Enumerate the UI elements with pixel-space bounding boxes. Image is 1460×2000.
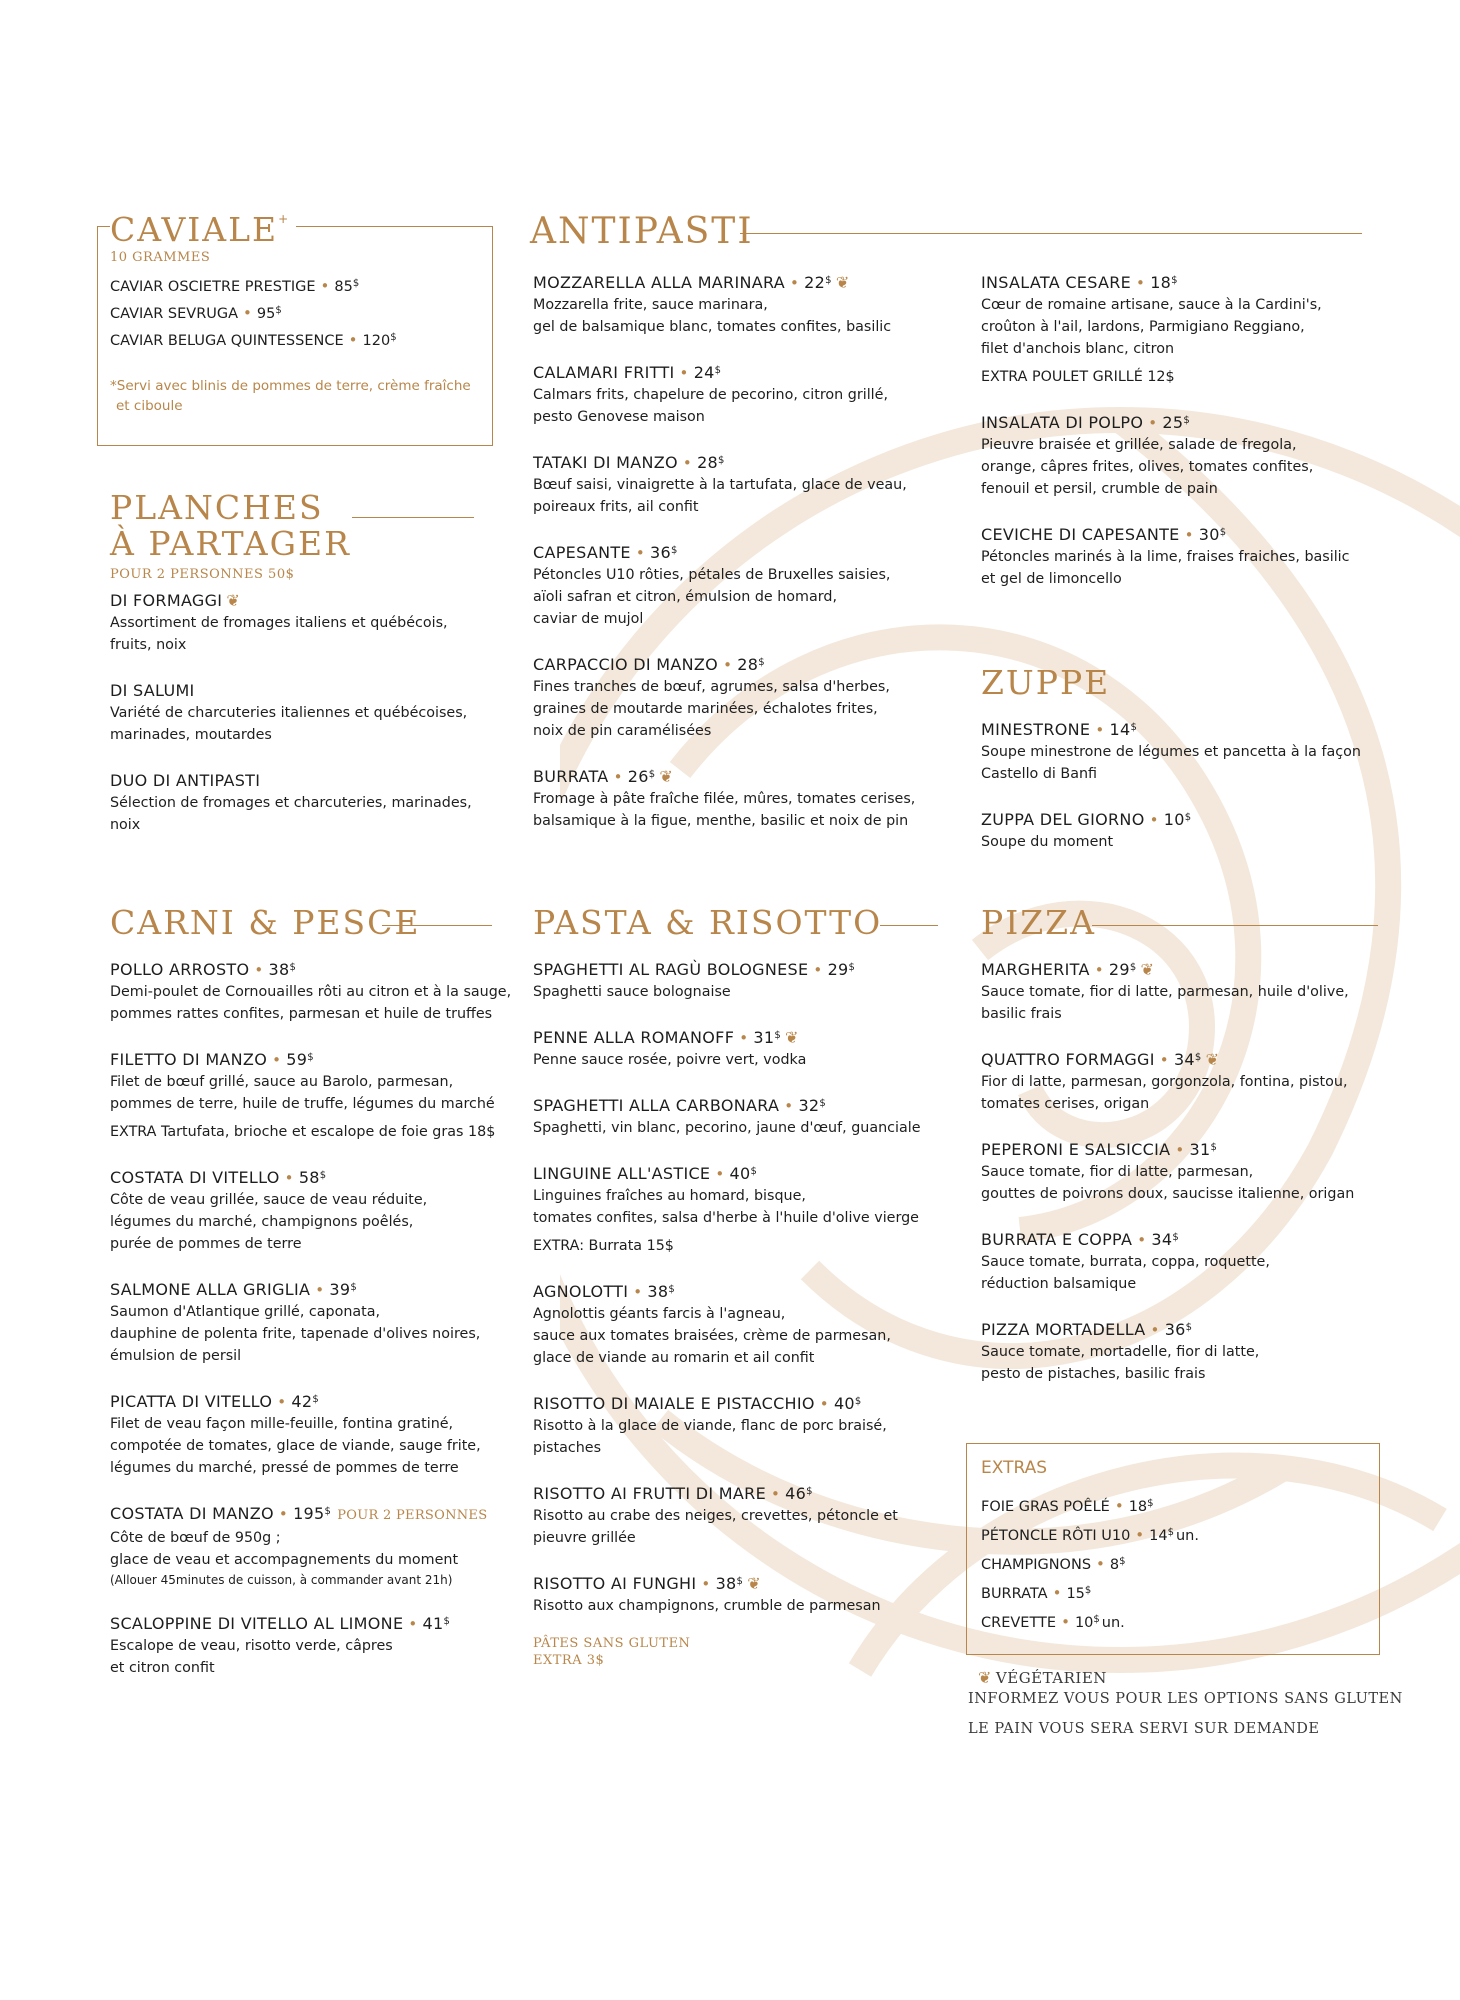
item-desc: Saumon d'Atlantique grillé, caponata, dauphine de polenta frite, tapenade d'olives noires, émulsion de persil bbox=[110, 1304, 481, 1365]
antipasti-title: ANTIPASTI bbox=[530, 211, 754, 252]
item-name: SCALOPPINE DI VITELLO AL LIMONE bbox=[110, 1614, 404, 1634]
item-desc: Variété de charcuteries italiennes et québécoises, marinades, moutardes bbox=[110, 704, 468, 743]
item-extra: EXTRA: Burrata 15$ bbox=[533, 1238, 674, 1255]
item-price: 29 bbox=[827, 960, 849, 980]
item-name: PÉTONCLE RÔTI U10 bbox=[981, 1528, 1131, 1544]
currency: $ bbox=[1172, 1232, 1180, 1244]
item-price: 22 bbox=[804, 273, 826, 292]
currency: $ bbox=[1219, 527, 1227, 538]
item-desc: Escalope de veau, risotto verde, câpres et citron confit bbox=[110, 1638, 393, 1677]
bread-info: LE PAIN VOUS SERA SERVI SUR DEMANDE bbox=[968, 1721, 1320, 1737]
menu-item bbox=[110, 770, 510, 836]
caviale-item bbox=[110, 327, 490, 354]
dot-icon: • bbox=[272, 1051, 282, 1070]
currency: $ bbox=[312, 1394, 320, 1406]
menu-item bbox=[981, 1049, 1381, 1115]
item-desc: Sauce tomate, burrata, coppa, roquette, réduction balsamique bbox=[981, 1254, 1270, 1293]
item-price: 15 bbox=[1066, 1586, 1085, 1602]
menu-item bbox=[110, 1049, 530, 1143]
dot-icon: • bbox=[813, 961, 823, 980]
item-desc: Bœuf saisi, vinaigrette à la tartufata, glace de veau, poireaux frits, ail confit bbox=[533, 477, 907, 515]
currency: $ bbox=[1210, 1142, 1218, 1154]
item-desc: Côte de bœuf de 950g ; glace de veau et accompagnements du moment bbox=[110, 1530, 459, 1569]
menu-item bbox=[533, 272, 953, 338]
item-desc: Filet de veau façon mille-feuille, fontina gratiné, compotée de tomates, glace de viande, sauge frite, légumes du marché, pressé de pommes de terre bbox=[110, 1416, 481, 1477]
item-desc: Sélection de fromages et charcuteries, marinades, noix bbox=[110, 794, 472, 833]
currency: $ bbox=[848, 962, 856, 974]
item-name: BURRATA bbox=[533, 767, 609, 786]
caviale-item bbox=[110, 300, 490, 327]
menu-item bbox=[533, 959, 963, 1003]
extras-item bbox=[981, 1608, 1361, 1637]
currency: $ bbox=[1185, 1322, 1193, 1334]
dot-icon: • bbox=[1096, 1555, 1105, 1573]
currency: $ bbox=[443, 1616, 451, 1628]
item-name: DI FORMAGGI bbox=[110, 590, 223, 610]
item-name: FOIE GRAS POÊLÉ bbox=[981, 1499, 1110, 1515]
currency: $ bbox=[1194, 1052, 1202, 1064]
item-desc: Risotto au crabe des neiges, crevettes, pétoncle et pieuvre grillée bbox=[533, 1508, 898, 1547]
vegetarian-legend bbox=[968, 1668, 1408, 1687]
item-name: PIZZA MORTADELLA bbox=[981, 1320, 1146, 1340]
menu-item bbox=[533, 1483, 963, 1549]
menu-item bbox=[981, 719, 1381, 785]
caviale-title-mark: + bbox=[278, 212, 289, 226]
extras-item bbox=[981, 1521, 1361, 1550]
menu-item bbox=[110, 1279, 530, 1367]
menu-item bbox=[981, 1319, 1381, 1385]
carni-section bbox=[110, 905, 530, 1703]
item-name: PICATTA DI VITELLO bbox=[110, 1392, 273, 1412]
item-price: 10 bbox=[1074, 1615, 1094, 1631]
item-desc: Fior di latte, parmesan, gorgonzola, fontina, pistou, tomates cerises, origan bbox=[981, 1074, 1348, 1113]
item-desc: Fines tranches de bœuf, agrumes, salsa d'herbes, graines de moutarde marinées, échalotes frites, noix de pin caramélisées bbox=[533, 679, 890, 739]
item-price: 38 bbox=[647, 1282, 669, 1302]
item-price: 39 bbox=[329, 1280, 351, 1300]
item-price: 95 bbox=[256, 306, 276, 323]
caviale-subtitle: 10 GRAMMES bbox=[110, 250, 211, 266]
currency: $ bbox=[1183, 415, 1191, 426]
dot-icon: • bbox=[1150, 1321, 1160, 1340]
currency: $ bbox=[289, 962, 297, 974]
dot-icon: • bbox=[723, 656, 733, 674]
leaf-icon: ❦ bbox=[226, 590, 241, 610]
extras-section bbox=[981, 1458, 1361, 1637]
currency: $ bbox=[307, 1052, 314, 1064]
menu-item bbox=[110, 590, 510, 656]
dot-icon: • bbox=[682, 454, 693, 472]
vegetarian-label: VÉGÉTARIEN bbox=[995, 1669, 1107, 1687]
currency: $ bbox=[1084, 1585, 1092, 1596]
caviale-note bbox=[110, 376, 490, 416]
gluten-line: EXTRA 3$ bbox=[533, 1653, 605, 1669]
currency: $ bbox=[350, 1282, 358, 1294]
item-desc: Demi-poulet de Cornouailles rôti au citron et à la sauge, pommes rattes confites, parmesan et huile de truffes bbox=[110, 984, 512, 1023]
leaf-icon: ❦ bbox=[978, 1668, 992, 1687]
item-name: MINESTRONE bbox=[981, 720, 1091, 740]
menu-item bbox=[981, 524, 1381, 590]
pasta-title: PASTA & RISOTTO bbox=[533, 903, 883, 942]
item-name: AGNOLOTTI bbox=[533, 1282, 629, 1302]
item-price: 40 bbox=[729, 1164, 751, 1184]
currency: $ bbox=[390, 332, 397, 344]
item-desc: Penne sauce rosée, poivre vert, vodka bbox=[533, 1052, 807, 1069]
item-desc: Sauce tomate, fior di latte, parmesan, huile d'olive, basilic frais bbox=[981, 984, 1349, 1023]
item-price: 58 bbox=[298, 1168, 320, 1188]
currency: $ bbox=[1184, 812, 1192, 824]
item-price: 18 bbox=[1150, 273, 1172, 292]
dot-icon: • bbox=[1094, 961, 1104, 980]
item-desc: Sauce tomate, fior di latte, parmesan, gouttes de poivrons doux, saucisse italienne, origan bbox=[981, 1164, 1355, 1203]
dot-icon: • bbox=[784, 1097, 794, 1116]
dot-icon: • bbox=[277, 1393, 287, 1412]
currency: $ bbox=[1129, 962, 1137, 974]
item-name: DUO DI ANTIPASTI bbox=[110, 770, 261, 790]
item-price: 32 bbox=[798, 1096, 820, 1116]
planches-section bbox=[110, 490, 510, 860]
item-name: BURRATA bbox=[981, 1586, 1048, 1602]
item-price: 46 bbox=[785, 1484, 807, 1504]
item-unit: un. bbox=[1175, 1528, 1199, 1544]
currency: $ bbox=[774, 1030, 781, 1042]
extras-item bbox=[981, 1550, 1361, 1579]
leaf-icon: ❦ bbox=[659, 767, 674, 786]
item-name: CARPACCIO DI MANZO bbox=[533, 655, 719, 674]
item-name: POLLO ARROSTO bbox=[110, 960, 250, 980]
item-name: MOZZARELLA ALLA MARINARA bbox=[533, 273, 786, 292]
item-price: 40 bbox=[833, 1394, 855, 1414]
caviale-list bbox=[110, 273, 490, 354]
menu-item bbox=[533, 1027, 963, 1071]
menu-item bbox=[110, 1613, 530, 1679]
leaf-icon: ❦ bbox=[747, 1574, 761, 1594]
currency: $ bbox=[319, 1170, 327, 1182]
dot-icon: • bbox=[633, 1283, 643, 1302]
item-desc: Calmars frits, chapelure de pecorino, citron grillé, pesto Genovese maison bbox=[533, 387, 888, 425]
item-price: 8 bbox=[1109, 1557, 1120, 1573]
item-price: 41 bbox=[422, 1614, 444, 1634]
currency: $ bbox=[758, 657, 765, 668]
dot-icon: • bbox=[1135, 1526, 1145, 1544]
dot-icon: • bbox=[1149, 811, 1159, 830]
dot-icon: • bbox=[1175, 1141, 1185, 1160]
dot-icon: • bbox=[1114, 1497, 1124, 1515]
item-desc: Sauce tomate, mortadelle, fior di latte, pesto de pistaches, basilic frais bbox=[981, 1344, 1260, 1383]
menu-item bbox=[110, 1167, 530, 1255]
item-unit: un. bbox=[1101, 1615, 1125, 1631]
item-name: RISOTTO AI FRUTTI DI MARE bbox=[533, 1484, 766, 1504]
item-price: 14 bbox=[1109, 720, 1131, 740]
dot-icon: • bbox=[254, 961, 264, 980]
menu-item bbox=[533, 452, 953, 518]
currency: $ bbox=[1093, 1614, 1100, 1625]
item-name: QUATTRO FORMAGGI bbox=[981, 1050, 1155, 1070]
leaf-icon: ❦ bbox=[1205, 1050, 1220, 1070]
menu-item bbox=[981, 1139, 1381, 1205]
item-name: LINGUINE ALL'ASTICE bbox=[533, 1164, 711, 1184]
item-name: BURRATA E COPPA bbox=[981, 1230, 1133, 1250]
planches-subtitle: POUR 2 PERSONNES 50$ bbox=[110, 566, 295, 582]
item-name: CHAMPIGNONS bbox=[981, 1557, 1092, 1573]
currency: $ bbox=[736, 1576, 744, 1588]
dot-icon: • bbox=[715, 1165, 725, 1184]
currency: $ bbox=[1147, 1498, 1154, 1509]
dot-icon: • bbox=[613, 768, 623, 786]
menu-item bbox=[533, 542, 953, 630]
currency: $ bbox=[1171, 275, 1178, 286]
dot-icon: • bbox=[739, 1029, 749, 1048]
planches-title-line2: À PARTAGER bbox=[110, 524, 351, 564]
item-name: CAVIAR BELUGA QUINTESSENCE bbox=[110, 333, 344, 350]
dot-icon: • bbox=[635, 544, 645, 562]
currency: $ bbox=[825, 275, 832, 286]
currency: $ bbox=[819, 1098, 827, 1110]
dot-icon: • bbox=[284, 1169, 294, 1188]
item-name: COSTATA DI VITELLO bbox=[110, 1168, 280, 1188]
item-desc: Soupe minestrone de légumes et pancetta à la façon Castello di Banfi bbox=[981, 744, 1361, 783]
item-price: 30 bbox=[1198, 525, 1220, 544]
item-name: CREVETTE bbox=[981, 1615, 1057, 1631]
item-desc: Fromage à pâte fraîche filée, mûres, tomates cerises, balsamique à la figue, menthe, basilic et noix de pin bbox=[533, 791, 916, 829]
pizza-title: PIZZA bbox=[981, 903, 1096, 942]
item-name: PENNE ALLA ROMANOFF bbox=[533, 1028, 735, 1048]
menu-item bbox=[533, 1573, 963, 1617]
item-desc: Pieuvre braisée et grillée, salade de fregola, orange, câpres frites, olives, tomates confites, fenouil et persil, crumble de pain bbox=[981, 437, 1314, 497]
item-name: SALMONE ALLA GRIGLIA bbox=[110, 1280, 311, 1300]
menu-item bbox=[533, 362, 953, 428]
item-desc: Mozzarella frite, sauce marinara, gel de balsamique blanc, tomates confites, basilic bbox=[533, 297, 892, 335]
planches-title-line1: PLANCHES bbox=[110, 488, 324, 527]
item-name: SPAGHETTI AL RAGÙ BOLOGNESE bbox=[533, 960, 809, 980]
dot-icon: • bbox=[790, 274, 800, 292]
item-price: 59 bbox=[286, 1050, 308, 1070]
gluten-info: INFORMEZ VOUS POUR LES OPTIONS SANS GLUTEN bbox=[968, 1691, 1403, 1707]
dot-icon: • bbox=[1184, 526, 1194, 544]
menu-item bbox=[110, 680, 510, 746]
dot-icon: • bbox=[348, 331, 358, 350]
dot-icon: • bbox=[243, 304, 252, 323]
item-price: 25 bbox=[1162, 413, 1184, 432]
item-name: CEVICHE DI CAPESANTE bbox=[981, 525, 1180, 544]
menu-item bbox=[981, 412, 1381, 500]
caviale-item bbox=[110, 273, 490, 300]
caviale-note-line: *Servi avec blinis de pommes de terre, crème fraîche bbox=[110, 378, 471, 395]
item-price: 120 bbox=[362, 333, 391, 350]
item-name: COSTATA DI MANZO bbox=[110, 1504, 274, 1524]
item-name: DI SALUMI bbox=[110, 680, 195, 700]
dot-icon: • bbox=[1148, 414, 1158, 432]
item-price: 18 bbox=[1128, 1499, 1148, 1515]
menu-item bbox=[533, 1281, 963, 1369]
currency: $ bbox=[1119, 1556, 1126, 1567]
item-desc: Côte de veau grillée, sauce de veau réduite, légumes du marché, champignons poêlés, purée de pommes de terre bbox=[110, 1192, 428, 1253]
dot-icon: • bbox=[1136, 274, 1146, 292]
currency: $ bbox=[714, 365, 722, 376]
caviale-title: CAVIALE bbox=[110, 210, 279, 249]
dot-icon: • bbox=[770, 1485, 781, 1504]
item-desc: Risotto à la glace de viande, flanc de porc braisé, pistaches bbox=[533, 1418, 887, 1457]
pasta-section bbox=[533, 905, 963, 1669]
zuppe-section bbox=[981, 665, 1381, 877]
antipasti-col2 bbox=[981, 272, 1381, 614]
antipasti-title-wrap bbox=[530, 212, 754, 252]
gluten-free-note bbox=[533, 1635, 963, 1669]
carni-title: CARNI & PESCE bbox=[110, 903, 421, 942]
menu-item bbox=[533, 1163, 963, 1257]
menu-item bbox=[533, 654, 953, 742]
menu-item bbox=[533, 766, 953, 832]
currency: $ bbox=[648, 769, 656, 780]
extras-item bbox=[981, 1579, 1361, 1608]
dot-icon: • bbox=[320, 277, 330, 296]
currency: $ bbox=[1130, 722, 1138, 734]
menu-item bbox=[533, 1393, 963, 1459]
item-price: 38 bbox=[268, 960, 290, 980]
menu-item bbox=[981, 1229, 1381, 1295]
dot-icon: • bbox=[1052, 1584, 1062, 1602]
item-price: 42 bbox=[291, 1392, 313, 1412]
item-price: 26 bbox=[627, 767, 649, 786]
item-desc: Agnolottis géants farcis à l'agneau, sauce aux tomates braisées, crème de parmesan, glace de viande au romarin et ail confit bbox=[533, 1306, 891, 1367]
item-name: MARGHERITA bbox=[981, 960, 1090, 980]
gluten-line: PÂTES SANS GLUTEN bbox=[533, 1636, 691, 1652]
item-note: (Allouer 45minutes de cuisson, à commander avant 21h) bbox=[110, 1573, 453, 1588]
item-extra: EXTRA Tartufata, brioche et escalope de foie gras 18$ bbox=[110, 1124, 496, 1141]
pizza-section bbox=[981, 905, 1381, 1409]
item-name: CAVIAR OSCIETRE PRESTIGE bbox=[110, 279, 316, 296]
antipasti-rule bbox=[740, 233, 1362, 234]
dot-icon: • bbox=[1137, 1231, 1147, 1250]
dot-icon: • bbox=[701, 1575, 711, 1594]
dot-icon: • bbox=[1061, 1613, 1070, 1631]
currency: $ bbox=[750, 1166, 758, 1178]
item-desc: Spaghetti sauce bolognaise bbox=[533, 984, 731, 1001]
currency: $ bbox=[324, 1506, 332, 1518]
item-desc: Filet de bœuf grillé, sauce au Barolo, parmesan, pommes de terre, huile de truffe, légumes du marché bbox=[110, 1074, 495, 1113]
item-price: 85 bbox=[334, 279, 353, 296]
zuppe-title: ZUPPE bbox=[981, 663, 1111, 702]
footer-notes bbox=[968, 1668, 1408, 1737]
currency: $ bbox=[806, 1486, 813, 1498]
item-price: 29 bbox=[1108, 960, 1130, 980]
currency: $ bbox=[1167, 1527, 1174, 1538]
dot-icon: • bbox=[819, 1395, 829, 1414]
menu-item bbox=[981, 959, 1381, 1025]
dot-icon: • bbox=[1095, 721, 1105, 740]
item-name: ZUPPA DEL GIORNO bbox=[981, 810, 1145, 830]
menu-item bbox=[110, 1391, 530, 1479]
item-price: 10 bbox=[1163, 810, 1185, 830]
item-name: TATAKI DI MANZO bbox=[533, 453, 678, 472]
currency: $ bbox=[275, 305, 282, 317]
item-name: RISOTTO DI MAIALE E PISTACCHIO bbox=[533, 1394, 815, 1414]
menu-item bbox=[981, 809, 1381, 853]
caviale-note-line: et ciboule bbox=[116, 398, 183, 415]
item-price: 14 bbox=[1149, 1528, 1168, 1544]
currency: $ bbox=[670, 545, 678, 556]
item-price: 36 bbox=[1164, 1320, 1186, 1340]
item-desc: Pétoncles marinés à la lime, fraises fraiches, basilic et gel de limoncello bbox=[981, 549, 1350, 587]
extras-item bbox=[981, 1492, 1361, 1521]
caviale-section bbox=[110, 212, 490, 416]
pour-2-label: POUR 2 PERSONNES bbox=[337, 1508, 488, 1524]
item-price: 34 bbox=[1151, 1230, 1173, 1250]
leaf-icon: ❦ bbox=[1140, 960, 1155, 980]
item-name: CAPESANTE bbox=[533, 543, 631, 562]
item-name: PEPERONI E SALSICCIA bbox=[981, 1140, 1171, 1160]
currency: $ bbox=[352, 278, 360, 290]
item-name: INSALATA CESARE bbox=[981, 273, 1132, 292]
item-price: 36 bbox=[649, 543, 671, 562]
item-desc: Spaghetti, vin blanc, pecorino, jaune d'œuf, guanciale bbox=[533, 1120, 921, 1137]
leaf-icon: ❦ bbox=[785, 1028, 799, 1048]
menu-item bbox=[981, 272, 1381, 388]
item-desc: Linguines fraîches au homard, bisque, tomates confites, salsa d'herbe à l'huile d'olive vierge bbox=[533, 1188, 919, 1227]
dot-icon: • bbox=[315, 1281, 325, 1300]
item-name: INSALATA DI POLPO bbox=[981, 413, 1144, 432]
item-price: 38 bbox=[715, 1574, 737, 1594]
dot-icon: • bbox=[679, 364, 689, 382]
item-price: 31 bbox=[753, 1028, 775, 1048]
item-price: 28 bbox=[697, 453, 719, 472]
item-desc: Cœur de romaine artisane, sauce à la Cardini's, croûton à l'ail, lardons, Parmigiano Reggiano, filet d'anchois blanc, citron bbox=[981, 297, 1322, 357]
item-desc: Pétoncles U10 rôties, pétales de Bruxelles saisies, aïoli safran et citron, émulsion de homard, caviar de mujol bbox=[533, 567, 891, 627]
item-desc: Soupe du moment bbox=[981, 834, 1114, 851]
currency: $ bbox=[668, 1284, 676, 1296]
item-name: RISOTTO AI FUNGHI bbox=[533, 1574, 697, 1594]
extras-title: EXTRAS bbox=[981, 1458, 1048, 1478]
item-extra: EXTRA POULET GRILLÉ 12$ bbox=[981, 369, 1175, 385]
item-name: CAVIAR SEVRUGA bbox=[110, 306, 239, 323]
menu-item bbox=[110, 959, 530, 1025]
currency: $ bbox=[718, 455, 725, 466]
leaf-icon: ❦ bbox=[835, 273, 850, 292]
item-price: 28 bbox=[737, 655, 759, 674]
currency: $ bbox=[854, 1396, 862, 1408]
dot-icon: • bbox=[278, 1505, 289, 1524]
dot-icon: • bbox=[408, 1615, 418, 1634]
item-name: SPAGHETTI ALLA CARBONARA bbox=[533, 1096, 780, 1116]
antipasti-col1 bbox=[533, 272, 953, 856]
item-name: FILETTO DI MANZO bbox=[110, 1050, 268, 1070]
item-desc: Risotto aux champignons, crumble de parmesan bbox=[533, 1598, 881, 1615]
item-price: 24 bbox=[693, 363, 715, 382]
item-price: 31 bbox=[1189, 1140, 1211, 1160]
dot-icon: • bbox=[1159, 1051, 1169, 1070]
item-price: 195 bbox=[293, 1504, 325, 1524]
menu-item bbox=[533, 1095, 963, 1139]
menu-item bbox=[110, 1503, 530, 1589]
item-name: CALAMARI FRITTI bbox=[533, 363, 675, 382]
item-desc: Assortiment de fromages italiens et québécois, fruits, noix bbox=[110, 614, 448, 653]
item-price: 34 bbox=[1173, 1050, 1195, 1070]
